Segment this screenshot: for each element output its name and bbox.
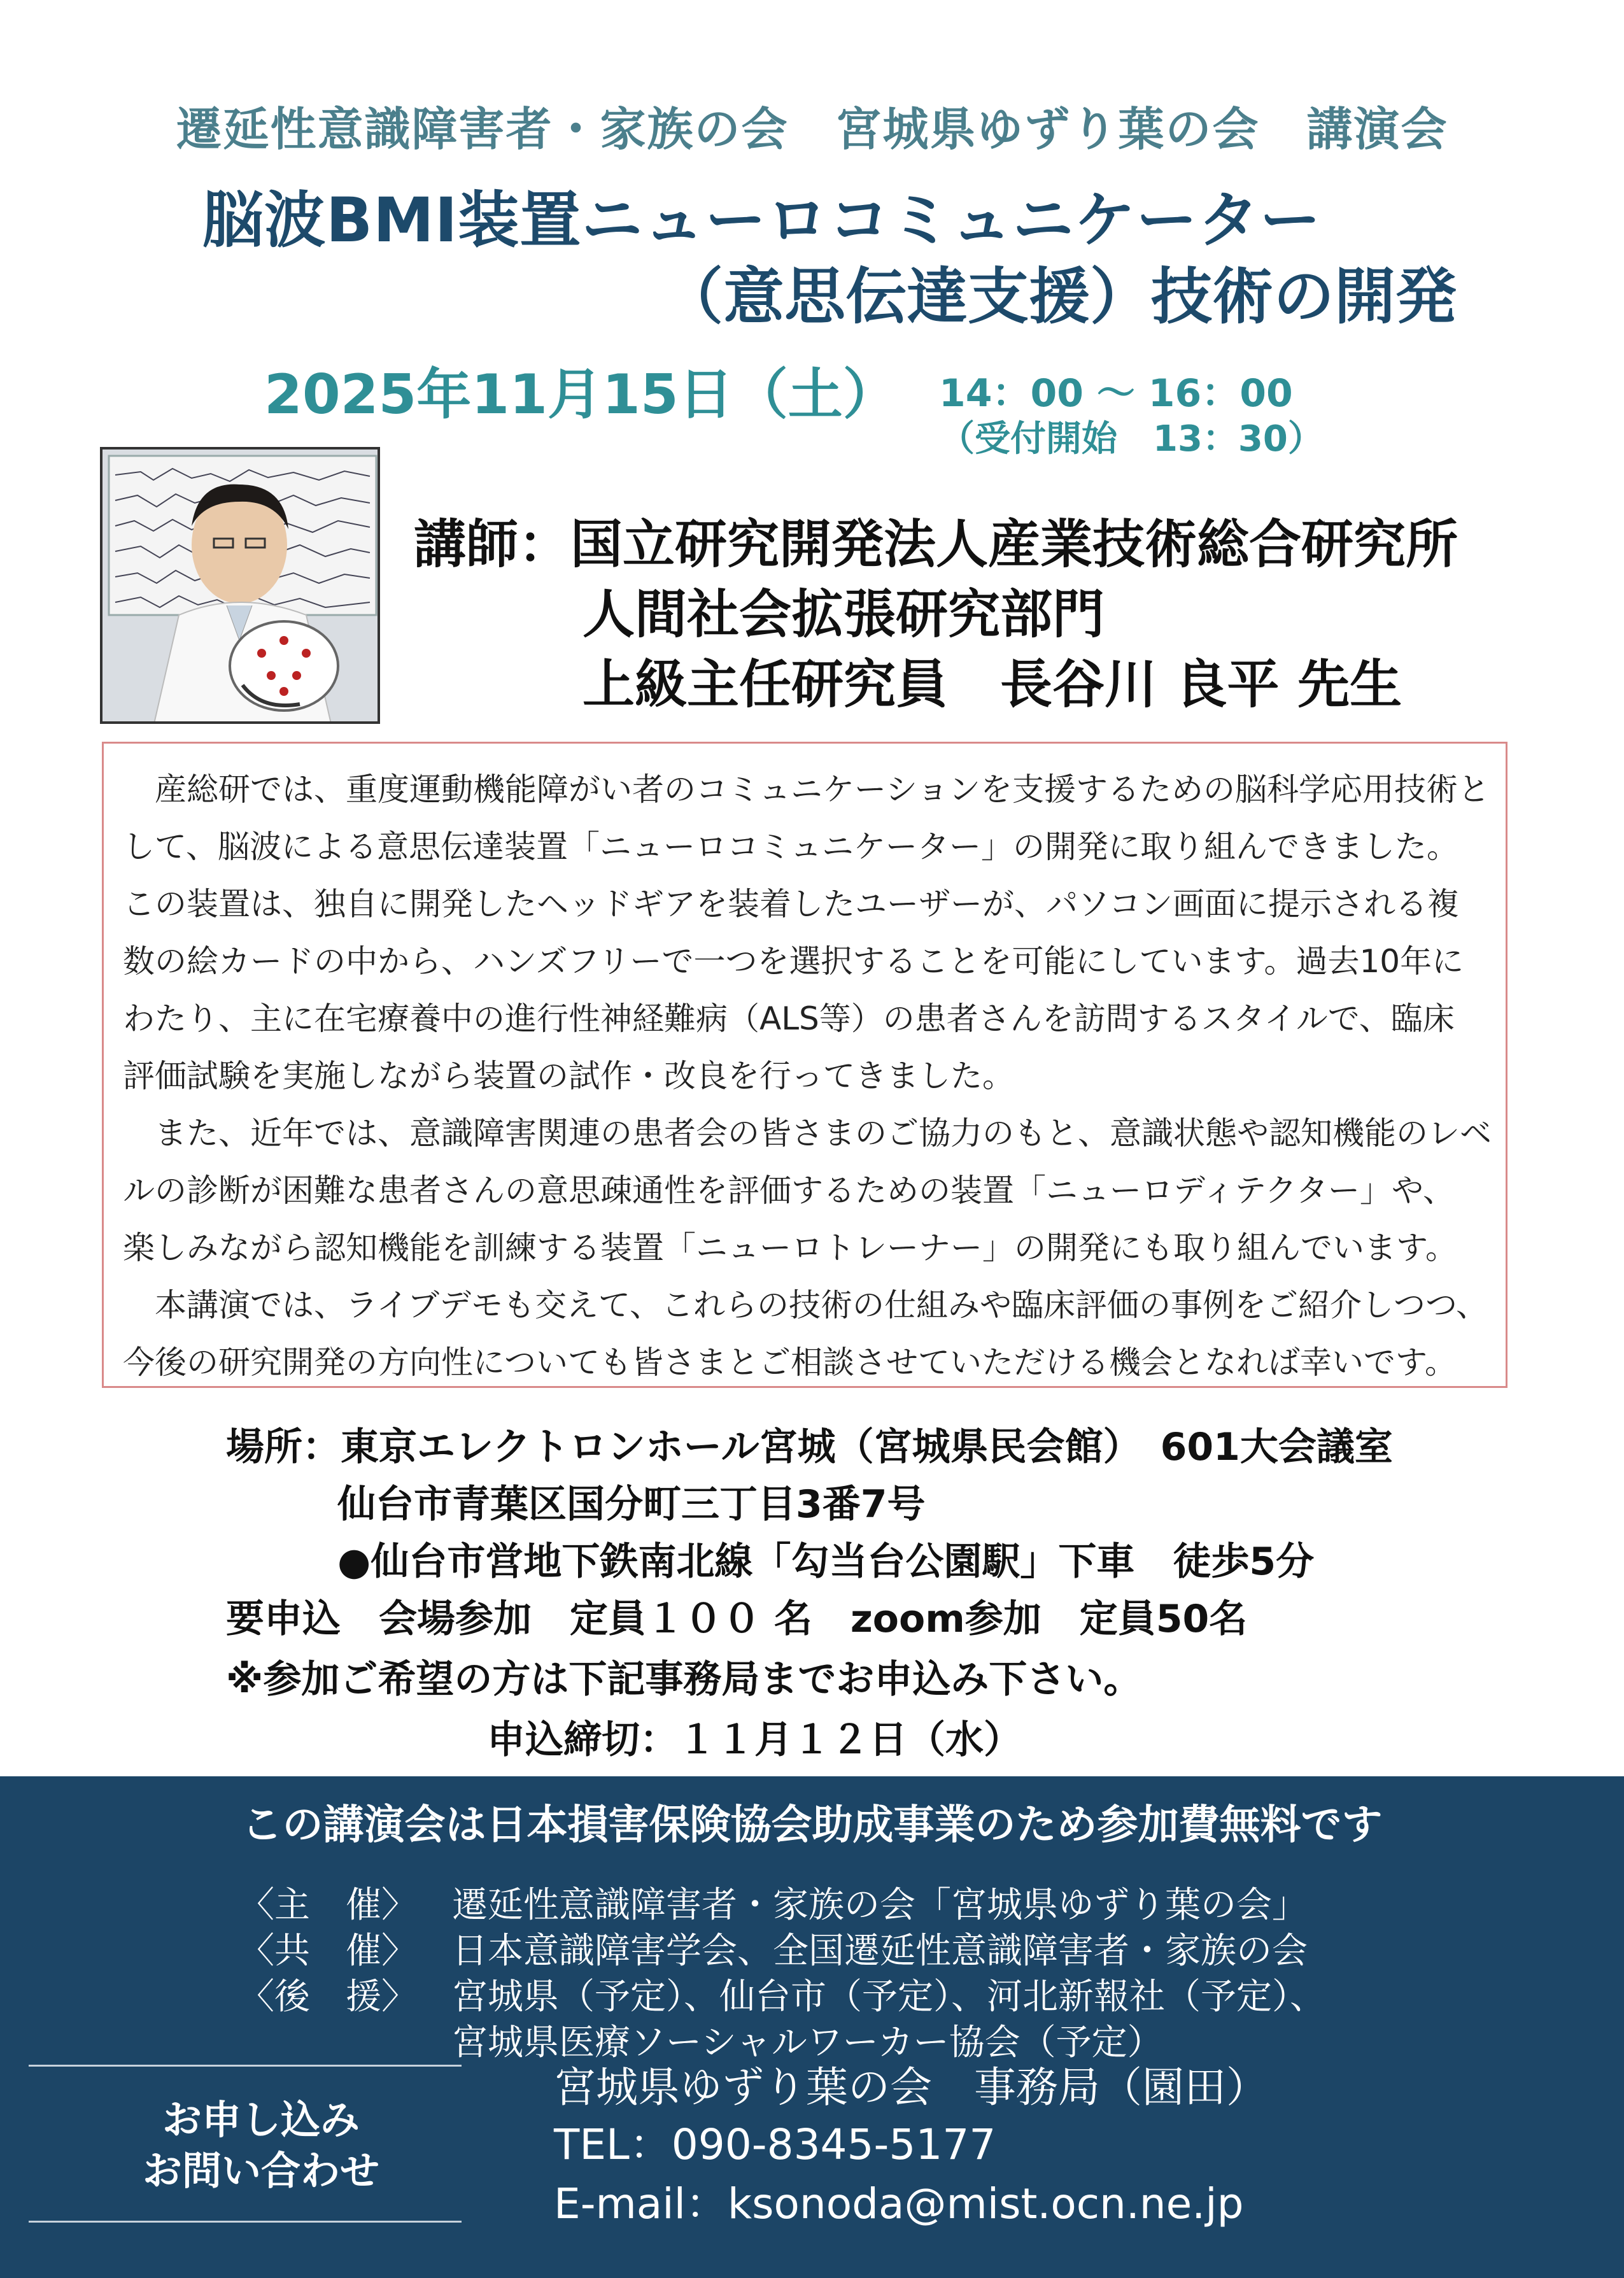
apply-label: お申し込み bbox=[162, 2097, 360, 2143]
cohost-value: 日本意識障害学会、全国遷延性意識障害者・家族の会 bbox=[452, 1930, 1308, 1972]
description-line: 本講演では、ライブデモも交えて、これらの技術の仕組みや臨床評価の事例をご紹介しつつ、 bbox=[123, 1287, 1488, 1324]
free-admission-notice: この講演会は日本損害保険協会助成事業のため参加費無料です bbox=[241, 1802, 1383, 1849]
lecturer-line-2: 人間社会拡張研究部門 bbox=[583, 584, 1105, 645]
title-line-2: （意思伝達支援）技術の開発 bbox=[662, 261, 1457, 332]
organizer-line: 遷延性意識障害者・家族の会 宮城県ゆずり葉の会 講演会 bbox=[176, 103, 1448, 156]
venue-address: 仙台市青葉区国分町三丁目3番7号 bbox=[337, 1482, 926, 1527]
contact-office: 宮城県ゆずり葉の会 事務局（園田） bbox=[554, 2063, 1268, 2112]
support-value-cont: 宮城県医療ソーシャルワーカー協会（予定） bbox=[452, 2022, 1163, 2063]
host-value: 遷延性意識障害者・家族の会「宮城県ゆずり葉の会」 bbox=[452, 1885, 1308, 1926]
contact-tel[interactable]: TEL：090-8345-5177 bbox=[554, 2120, 996, 2169]
description-line: この装置は、独自に開発したヘッドギアを装着したユーザーが、パソコン画面に提示される複 bbox=[123, 886, 1459, 923]
venue-access: ●仙台市営地下鉄南北線「勾当台公園駅」下車 徒歩5分 bbox=[337, 1539, 1315, 1584]
support-label: 〈後 援〉 bbox=[239, 1976, 417, 2018]
description-line: 楽しみながら認知機能を訓練する装置「ニューロトレーナー」の開発にも取り組んでいます。 bbox=[123, 1229, 1457, 1266]
description-line: して、脳波による意思伝達装置「ニューロコミュニケーター」の開発に取り組んできました。 bbox=[123, 828, 1458, 865]
reception-time: （受付開始 13：30） bbox=[939, 418, 1324, 460]
lecturer-photo bbox=[100, 447, 380, 724]
description-line: 産総研では、重度運動機能障がい者のコミュニケーションを支援するための脳科学応用技術と bbox=[123, 771, 1490, 808]
lecturer-line-1: 講師：国立研究開発法人産業技術総合研究所 bbox=[414, 514, 1458, 575]
event-date: 2025年11月15日（土） bbox=[264, 363, 898, 427]
description-line: 今後の研究開発の方向性についても皆さまとご相談させていただける機会となれば幸いです。 bbox=[123, 1344, 1457, 1381]
venue-place: 場所：東京エレクトロンホール宮城（宮城県民会館） 601大会議室 bbox=[226, 1425, 1393, 1469]
description-line: また、近年では、意識障害関連の患者会の皆さまのご協力のもと、意識状態や認知機能のレベ bbox=[123, 1115, 1492, 1152]
cohost-label: 〈共 催〉 bbox=[239, 1930, 417, 1972]
inquiry-label: お問い合わせ bbox=[142, 2147, 379, 2194]
description-line: 評価試験を実施しながら装置の試作・改良を行ってきました。 bbox=[123, 1058, 1014, 1094]
support-value: 宮城県（予定）、仙台市（予定）、河北新報社（予定）、 bbox=[452, 1976, 1325, 2018]
description-line: 数の絵カードの中から、ハンズフリーで一つを選択することを可能にしています。過去10年に bbox=[123, 943, 1464, 980]
contact-email[interactable]: E-mail：ksonoda@mist.ocn.ne.jp bbox=[554, 2179, 1244, 2228]
host-label: 〈主 催〉 bbox=[239, 1885, 417, 1926]
description-line: わたり、主に在宅療養中の進行性神経難病（ALS等）の患者さんを訪問するスタイルで、臨床 bbox=[123, 1000, 1455, 1037]
title-line-1: 脳波BMI装置ニューロコミュニケーター bbox=[202, 185, 1322, 256]
description-line: ルの診断が困難な患者さんの意思疎通性を評価するための装置「ニューロディテクター」や、 bbox=[123, 1172, 1455, 1209]
application-note: ※参加ご希望の方は下記事務局までお申込み下さい。 bbox=[226, 1657, 1142, 1702]
divider bbox=[29, 2221, 462, 2223]
capacity-info: 要申込 会場参加 定員１００ 名 zoom参加 定員50名 bbox=[226, 1597, 1248, 1641]
divider bbox=[29, 2065, 462, 2067]
application-deadline: 申込締切：１１月１２日（水） bbox=[487, 1718, 1022, 1762]
lecturer-line-3: 上級主任研究員 長谷川 良平 先生 bbox=[583, 654, 1402, 715]
event-time: 14：00 ～ 16：00 bbox=[939, 371, 1293, 416]
